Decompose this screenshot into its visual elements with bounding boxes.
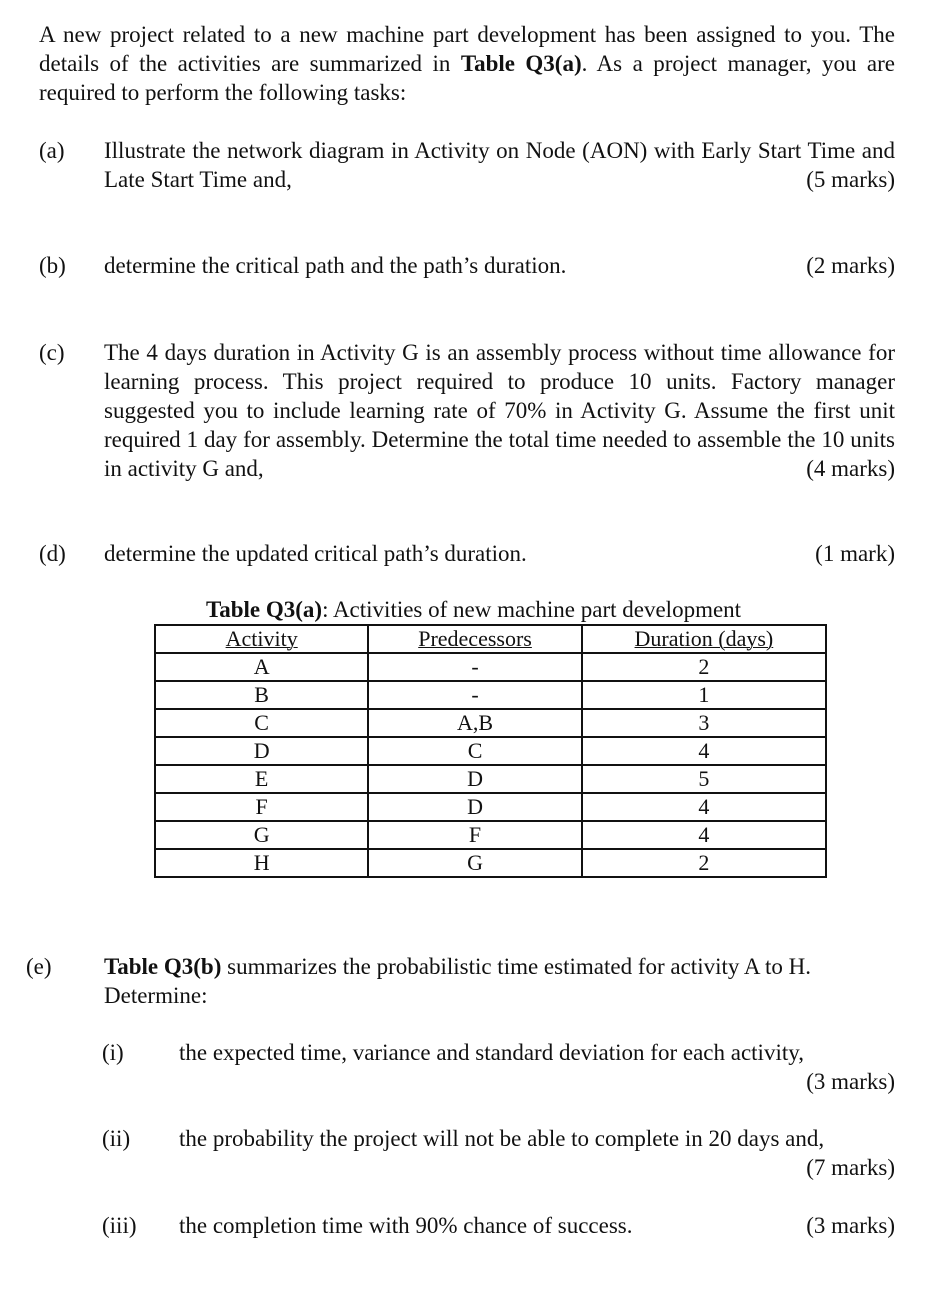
question-e-label: (e) (26, 954, 52, 979)
question-b-text: determine the critical path and the path’s duration. (104, 253, 567, 278)
question-b-label: (b) (39, 253, 66, 278)
intro-text-1: A new project related to a new machine part development has been assigned to you. The details of the activities are summarized in (39, 22, 895, 76)
question-e (26, 952, 895, 1010)
header-duration: Duration (days) (582, 625, 826, 653)
question-e-ii (102, 1124, 895, 1182)
table-caption-text: : Activities of new machine part development (322, 597, 742, 622)
cell-duration: 4 (582, 737, 826, 765)
table-caption (206, 596, 741, 624)
cell-activity: C (155, 709, 368, 737)
cell-duration: 2 (582, 653, 826, 681)
cell-predecessors: - (368, 681, 582, 709)
intro-table-ref: Table Q3(a) (460, 51, 582, 76)
question-d-text: determine the updated critical path’s duration. (104, 541, 527, 566)
cell-activity: A (155, 653, 368, 681)
question-e-i-label: (i) (102, 1040, 124, 1065)
question-e-i-text: the expected time, variance and standard deviation for each activity, (179, 1040, 804, 1065)
question-e-iii-label: (iii) (102, 1213, 137, 1238)
cell-duration: 4 (582, 821, 826, 849)
question-c-marks: (4 marks) (806, 456, 895, 481)
question-e-iii-text: the completion time with 90% chance of success. (179, 1213, 633, 1238)
question-e-i (102, 1038, 895, 1096)
cell-predecessors: - (368, 653, 582, 681)
cell-predecessors: D (368, 793, 582, 821)
question-c (39, 338, 895, 483)
table-row (155, 737, 826, 765)
question-e-ii-label: (ii) (102, 1126, 131, 1151)
question-d (39, 539, 895, 568)
table-row (155, 653, 826, 681)
cell-activity: E (155, 765, 368, 793)
header-activity: Activity (155, 625, 368, 653)
question-a (39, 136, 895, 194)
question-b (39, 251, 895, 280)
question-a-text: Illustrate the network diagram in Activity on Node (AON) with Early Start Time and Late Start Time and, (104, 138, 895, 192)
header-predecessors: Predecessors (368, 625, 582, 653)
question-a-label: (a) (39, 138, 65, 163)
activities-table (154, 624, 827, 878)
cell-activity: G (155, 821, 368, 849)
cell-duration: 1 (582, 681, 826, 709)
table-row (155, 681, 826, 709)
cell-activity: F (155, 793, 368, 821)
table-row (155, 793, 826, 821)
table-caption-ref: Table Q3(a) (206, 597, 323, 622)
cell-predecessors: D (368, 765, 582, 793)
question-e-table-ref: Table Q3(b) (104, 954, 222, 979)
question-a-marks: (5 marks) (806, 167, 895, 192)
cell-duration: 3 (582, 709, 826, 737)
question-b-marks: (2 marks) (806, 253, 895, 278)
question-e-text: summarizes the probabilistic time estimated for activity A to H. Determine: (104, 954, 811, 1008)
intro-paragraph (39, 20, 895, 107)
question-e-i-marks: (3 marks) (806, 1069, 895, 1094)
cell-predecessors: A,B (368, 709, 582, 737)
table-row (155, 821, 826, 849)
question-e-ii-text: the probability the project will not be able to complete in 20 days and, (179, 1126, 825, 1151)
cell-activity: D (155, 737, 368, 765)
cell-predecessors: G (368, 849, 582, 877)
question-e-iii (102, 1211, 895, 1240)
question-c-text: The 4 days duration in Activity G is an assembly process without time allowance for learning process. This project required to produce 10 units. Factory manager suggested you to include learning rate of 70% in Activity G. Assume the first unit required 1 day for assembly. Determine the total time needed to assemble the 10 units in activity G and, (104, 340, 895, 481)
question-d-marks: (1 mark) (815, 541, 895, 566)
question-e-ii-marks: (7 marks) (806, 1155, 895, 1180)
cell-activity: H (155, 849, 368, 877)
table-row (155, 709, 826, 737)
table-header-row (155, 625, 826, 653)
intro-text-2: . As a project manager, you are required to perform the following tasks: (39, 51, 896, 105)
question-d-label: (d) (39, 541, 66, 566)
cell-activity: B (155, 681, 368, 709)
cell-predecessors: F (368, 821, 582, 849)
cell-duration: 4 (582, 793, 826, 821)
question-c-label: (c) (39, 340, 65, 365)
question-e-iii-marks: (3 marks) (806, 1213, 895, 1238)
cell-predecessors: C (368, 737, 582, 765)
cell-duration: 2 (582, 849, 826, 877)
table-row (155, 849, 826, 877)
table-row (155, 765, 826, 793)
cell-duration: 5 (582, 765, 826, 793)
